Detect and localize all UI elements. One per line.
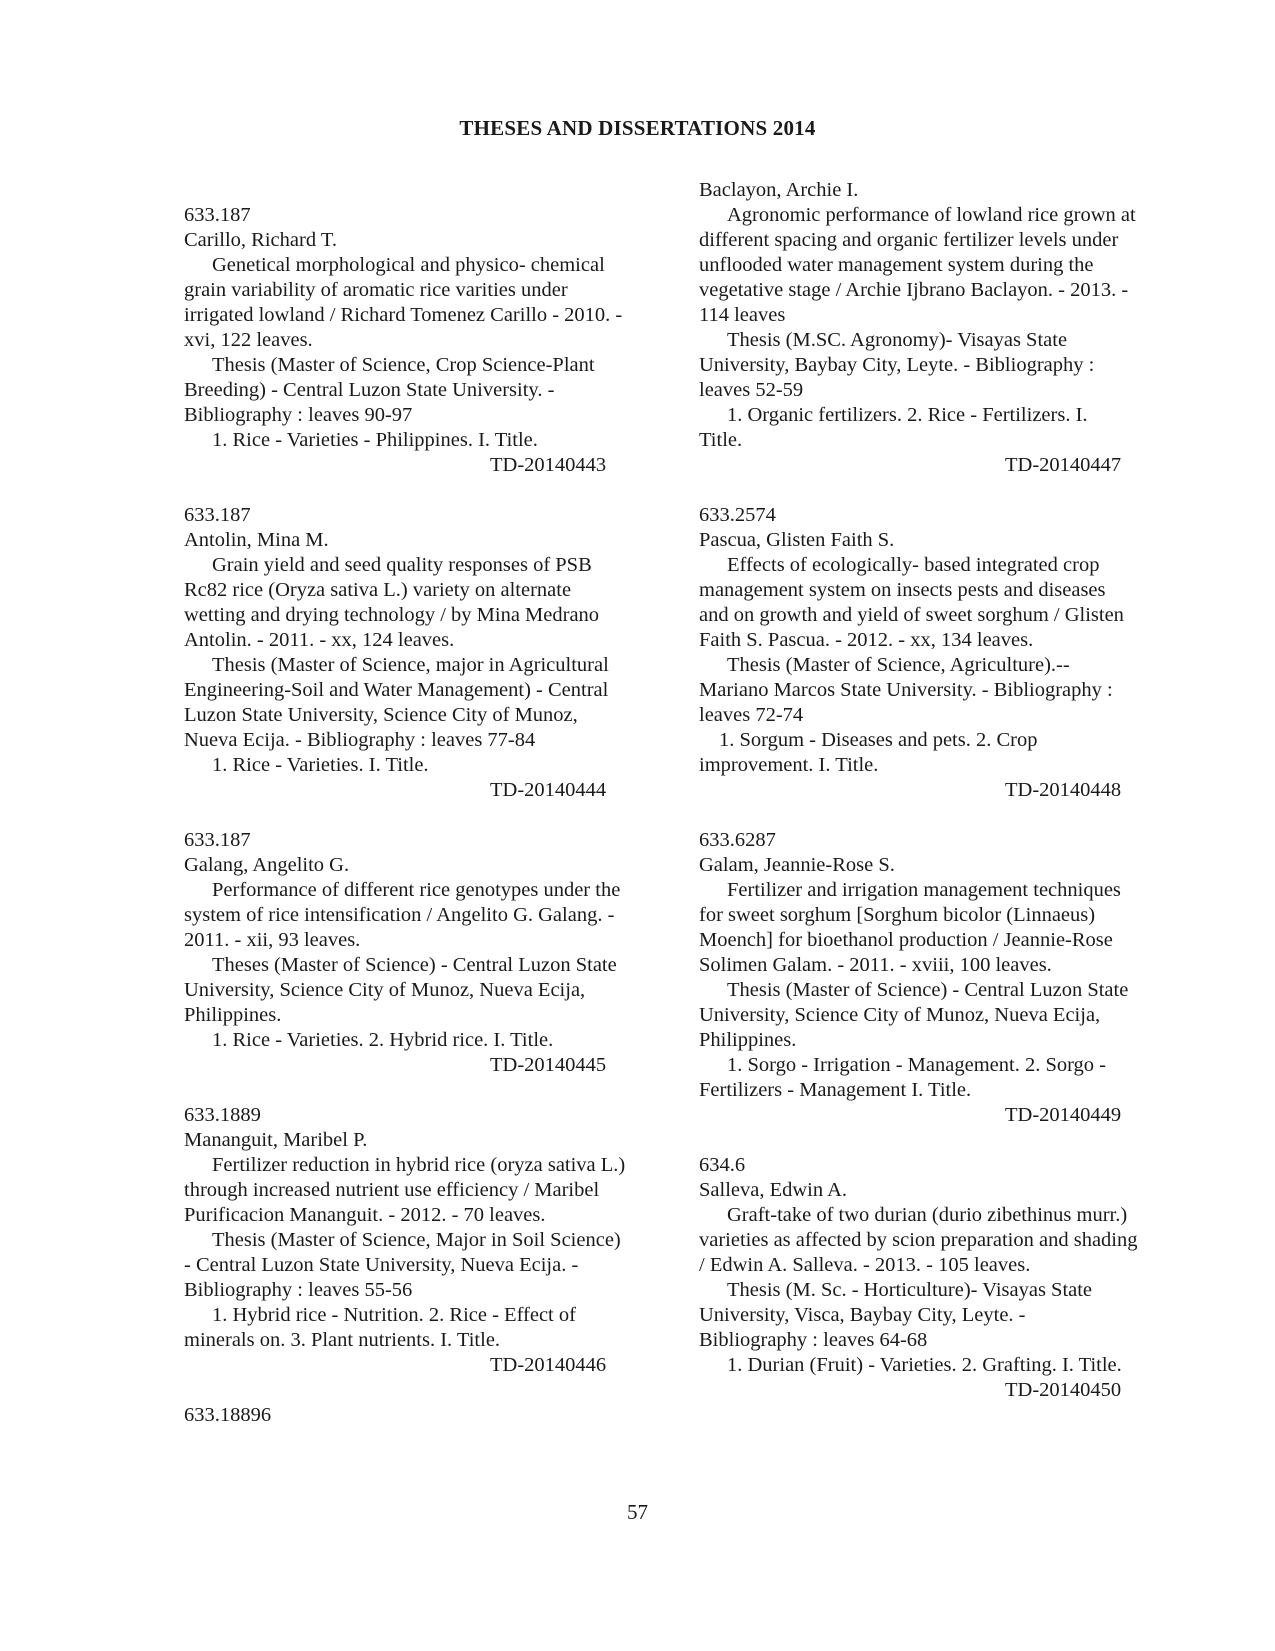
entry-text-line: Breeding) - Central Luzon State University. - xyxy=(184,379,555,401)
author-name: Carillo, Richard T. xyxy=(184,229,337,251)
entry-text-line: vegetative stage / Archie Ijbrano Baclayon. - 2013. - xyxy=(699,279,1129,301)
right-column xyxy=(699,178,1177,1403)
catalog-entry xyxy=(184,1103,662,1378)
entry-text-line: 1. Rice - Varieties. 2. Hybrid rice. I. Title. xyxy=(212,1029,554,1051)
entry-text-line: Genetical morphological and physico- chemical xyxy=(212,254,605,276)
entry-text-line: system of rice intensification / Angelito G. Galang. - xyxy=(184,904,615,926)
catalog-entry xyxy=(699,503,1177,803)
entry-spacer xyxy=(699,803,1177,828)
page-title: THESES AND DISSERTATIONS 2014 xyxy=(459,116,816,140)
entry-spacer xyxy=(184,478,662,503)
entry-text-line: Thesis (M. Sc. - Horticulture)- Visayas State xyxy=(727,1279,1093,1301)
author-name: Baclayon, Archie I. xyxy=(699,179,859,201)
entry-text-line: University, Baybay City, Leyte. - Bibliography : xyxy=(699,354,1095,376)
accession-number: TD-20140448 xyxy=(1005,779,1122,801)
entry-text-line: Thesis (Master of Science, major in Agricultural xyxy=(212,654,609,676)
entry-text-line: xvi, 122 leaves. xyxy=(184,329,313,351)
entry-text-line: 2011. - xii, 93 leaves. xyxy=(184,929,361,951)
catalog-entry xyxy=(184,203,662,478)
catalog-entry xyxy=(184,828,662,1078)
accession-number: TD-20140446 xyxy=(490,1354,607,1376)
entry-text-line: Effects of ecologically- based integrated crop xyxy=(727,554,1100,576)
entry-text-line: 1. Sorgum - Diseases and pets. 2. Crop xyxy=(719,729,1038,751)
entry-text-line: Title. xyxy=(699,429,743,451)
accession-number: TD-20140449 xyxy=(1005,1104,1122,1126)
entry-text-line: Thesis (Master of Science, Crop Science-Plant xyxy=(212,354,595,376)
catalog-entry xyxy=(184,503,662,803)
entry-text-line: Performance of different rice genotypes under the xyxy=(212,879,621,901)
entry-text-line: improvement. I. Title. xyxy=(699,754,879,776)
entry-spacer xyxy=(184,1078,662,1103)
entry-text-line: / Edwin A. Salleva. - 2013. - 105 leaves. xyxy=(699,1254,1031,1276)
entry-text-line: 1. Durian (Fruit) - Varieties. 2. Grafting. I. Title. xyxy=(727,1354,1122,1376)
call-number: 633.6287 xyxy=(699,829,776,851)
author-name: Antolin, Mina M. xyxy=(184,529,329,551)
call-number: 633.187 xyxy=(184,204,251,226)
entry-text-line: 1. Rice - Varieties - Philippines. I. Title. xyxy=(212,429,538,451)
entry-text-line: and on growth and yield of sweet sorghum / Glisten xyxy=(699,604,1124,626)
entry-text-line: University, Science City of Munoz, Nueva Ecija, xyxy=(184,979,586,1001)
call-number: 633.1889 xyxy=(184,1104,261,1126)
entry-spacer xyxy=(184,1378,662,1403)
author-name: Galam, Jeannie-Rose S. xyxy=(699,854,895,876)
entry-text-line: University, Visca, Baybay City, Leyte. - xyxy=(699,1304,1026,1326)
entry-text-line: Thesis (M.SC. Agronomy)- Visayas State xyxy=(727,329,1068,351)
entry-text-line: 1. Rice - Varieties. I. Title. xyxy=(212,754,429,776)
entry-text-line: Bibliography : leaves 64-68 xyxy=(699,1329,928,1351)
entry-text-line: Fertilizer and irrigation management techniques xyxy=(727,879,1121,901)
entry-text-line: Bibliography : leaves 90-97 xyxy=(184,404,413,426)
accession-number: TD-20140450 xyxy=(1005,1379,1122,1401)
accession-number: TD-20140445 xyxy=(490,1054,607,1076)
entry-text-line: Solimen Galam. - 2011. - xviii, 100 leaves. xyxy=(699,954,1052,976)
entry-text-line: Fertilizer reduction in hybrid rice (oryza sativa L.) xyxy=(212,1154,626,1176)
call-number: 633.187 xyxy=(184,504,251,526)
entry-text-line: Thesis (Master of Science, Agriculture).-- xyxy=(727,654,1070,676)
entry-text-line: Luzon State University, Science City of Munoz, xyxy=(184,704,578,726)
entry-text-line: minerals on. 3. Plant nutrients. I. Title. xyxy=(184,1329,501,1351)
entry-text-line: leaves 52-59 xyxy=(699,379,804,401)
entry-text-line: 1. Organic fertilizers. 2. Rice - Fertilizers. I. xyxy=(727,404,1088,426)
page-number: 57 xyxy=(627,1500,648,1524)
entry-text-line: Agronomic performance of lowland rice grown at xyxy=(727,204,1136,226)
entry-text-line: unflooded water management system during the xyxy=(699,254,1094,276)
entry-text-line: varieties as affected by scion preparation and shading xyxy=(699,1229,1138,1251)
entry-text-line: irrigated lowland / Richard Tomenez Carillo - 2010. - xyxy=(184,304,623,326)
entry-text-line: for sweet sorghum [Sorghum bicolor (Linnaeus) xyxy=(699,904,1096,926)
call-number: 633.18896 xyxy=(184,1404,272,1426)
entry-text-line: - Central Luzon State University, Nueva Ecija. - xyxy=(184,1254,579,1276)
catalog-entry xyxy=(184,1403,662,1428)
catalog-entry xyxy=(699,1153,1177,1403)
entry-text-line: Rc82 rice (Oryza sativa L.) variety on alternate xyxy=(184,579,572,601)
entry-text-line: management system on insects pests and diseases xyxy=(699,579,1106,601)
author-name: Galang, Angelito G. xyxy=(184,854,350,876)
entry-text-line: Grain yield and seed quality responses of PSB xyxy=(212,554,592,576)
call-number: 633.2574 xyxy=(699,504,776,526)
entry-text-line: Engineering-Soil and Water Management) - Central xyxy=(184,679,609,701)
entry-text-line: Fertilizers - Management I. Title. xyxy=(699,1079,972,1101)
entry-text-line: Nueva Ecija. - Bibliography : leaves 77-84 xyxy=(184,729,536,751)
entry-text-line: Philippines. xyxy=(184,1004,282,1026)
accession-number: TD-20140447 xyxy=(1005,454,1122,476)
entry-text-line: Faith S. Pascua. - 2012. - xx, 134 leaves. xyxy=(699,629,1034,651)
entry-text-line: through increased nutrient use efficiency / Maribel xyxy=(184,1179,600,1201)
entry-spacer xyxy=(699,1128,1177,1153)
entry-text-line: Bibliography : leaves 55-56 xyxy=(184,1279,413,1301)
entry-text-line: 1. Hybrid rice - Nutrition. 2. Rice - Effect of xyxy=(212,1304,576,1326)
entry-text-line: grain variability of aromatic rice varities under xyxy=(184,279,568,301)
call-number: 633.187 xyxy=(184,829,251,851)
author-name: Salleva, Edwin A. xyxy=(699,1179,848,1201)
author-name: Mananguit, Maribel P. xyxy=(184,1129,368,1151)
entry-text-line: 1. Sorgo - Irrigation - Management. 2. Sorgo - xyxy=(727,1054,1106,1076)
accession-number: TD-20140444 xyxy=(490,779,607,801)
entry-text-line: Moench] for bioethanol production / Jeannie-Rose xyxy=(699,929,1113,951)
entry-text-line: Thesis (Master of Science, Major in Soil Science) xyxy=(212,1229,621,1251)
entry-text-line: different spacing and organic fertilizer levels under xyxy=(699,229,1119,251)
author-name: Pascua, Glisten Faith S. xyxy=(699,529,895,551)
catalog-entry xyxy=(699,828,1177,1128)
entry-text-line: Graft-take of two durian (durio zibethinus murr.) xyxy=(727,1204,1128,1226)
call-number: 634.6 xyxy=(699,1154,746,1176)
catalog-entry xyxy=(699,178,1177,478)
entry-text-line: leaves 72-74 xyxy=(699,704,804,726)
entry-text-line: Theses (Master of Science) - Central Luzon State xyxy=(212,954,617,976)
accession-number: TD-20140443 xyxy=(490,454,607,476)
entry-spacer xyxy=(699,478,1177,503)
entry-text-line: Thesis (Master of Science) - Central Luzon State xyxy=(727,979,1129,1001)
entry-text-line: Antolin. - 2011. - xx, 124 leaves. xyxy=(184,629,455,651)
entry-text-line: University, Science City of Munoz, Nueva Ecija, xyxy=(699,1004,1101,1026)
entry-spacer xyxy=(184,803,662,828)
entry-text-line: Purificacion Mananguit. - 2012. - 70 leaves. xyxy=(184,1204,546,1226)
left-column xyxy=(184,203,662,1428)
entry-text-line: 114 leaves xyxy=(699,304,786,326)
entry-text-line: Philippines. xyxy=(699,1029,797,1051)
entry-text-line: wetting and drying technology / by Mina Medrano xyxy=(184,604,600,626)
entry-text-line: Mariano Marcos State University. - Bibliography : xyxy=(699,679,1113,701)
